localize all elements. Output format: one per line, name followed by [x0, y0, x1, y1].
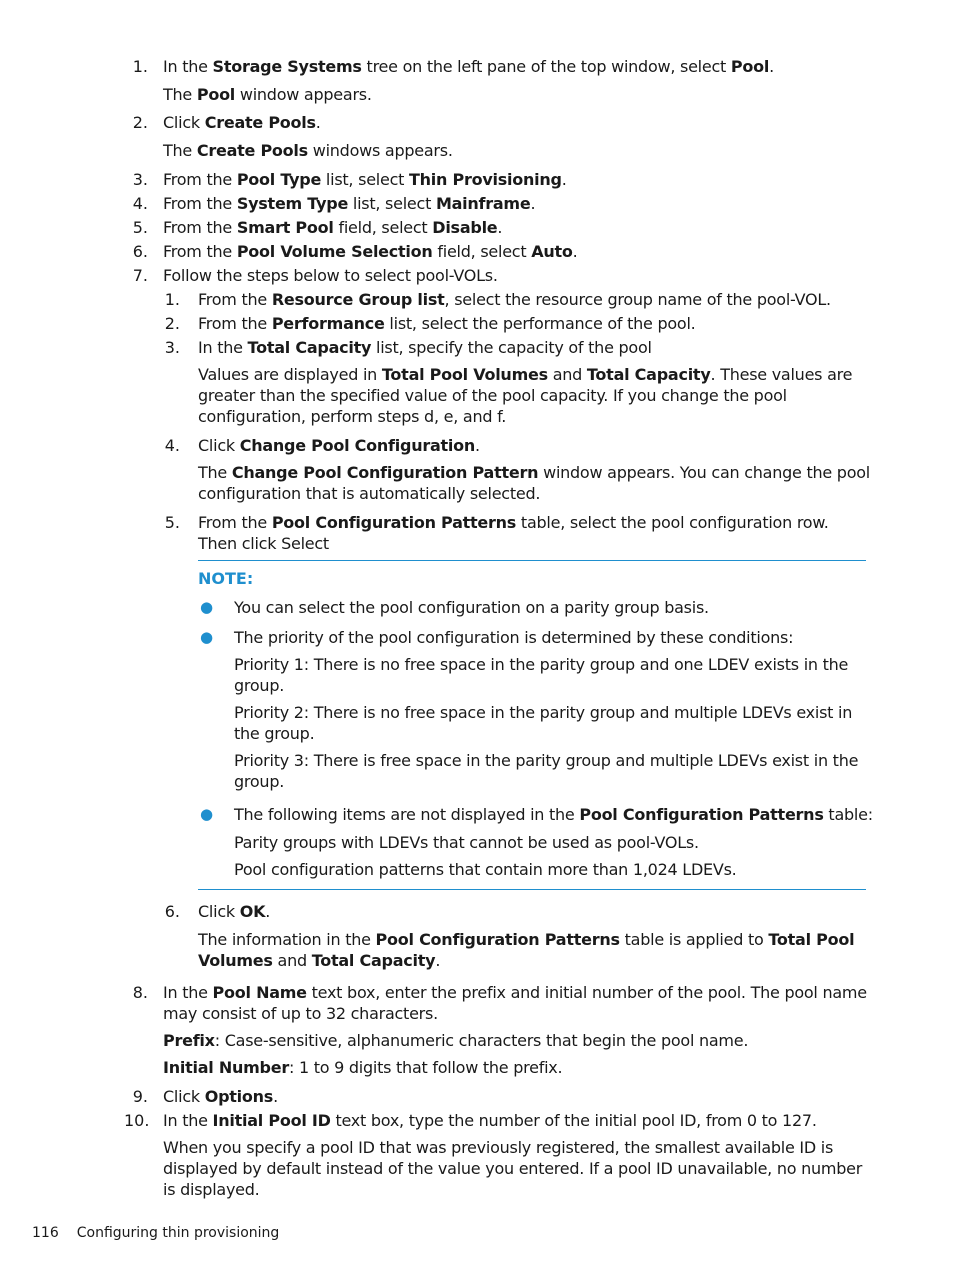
step-paragraph: Initial Number: 1 to 9 digits that follow the prefix. [163, 1058, 563, 1077]
step-number: 6. [132, 242, 148, 261]
step-text: In the Storage Systems tree on the left pane of the top window, select Pool. [163, 57, 774, 76]
substep-number: 4. [164, 436, 180, 455]
note-top-rule [198, 560, 866, 561]
note-bullet-text: The following items are not displayed in the Pool Configuration Patterns table: [234, 805, 873, 824]
substep-text: From the Pool Configuration Patterns table, select the pool configuration row. Then click Select [198, 513, 829, 553]
note-bottom-rule [198, 889, 866, 890]
substep-paragraph: The Change Pool Configuration Pattern window appears. You can change the pool configuration that is automatically selected. [198, 463, 870, 503]
excluded-item: Parity groups with LDEVs that cannot be used as pool-VOLs. [234, 833, 699, 852]
step-paragraph: When you specify a pool ID that was previously registered, the smallest available ID is displayed by default instead of the value you entered. If a pool ID unavailable, no number is displayed. [163, 1138, 863, 1199]
step-text: From the System Type list, select Mainframe. [163, 194, 536, 213]
footer [32, 1223, 279, 1244]
step-number: 2. [132, 113, 148, 132]
substep-number: 3. [164, 338, 180, 357]
step-number: 7. [132, 266, 148, 285]
step-text: In the Initial Pool ID text box, type the number of the initial pool ID, from 0 to 127. [163, 1111, 817, 1130]
step-number: 3. [132, 170, 148, 189]
substep-paragraph: Values are displayed in Total Pool Volumes and Total Capacity. These values are greater than the specified value of the pool capacity. If you change the pool configuration, perform steps d, e, and f. [198, 365, 853, 426]
note-bullet-text: The priority of the pool configuration is determined by these conditions: [234, 628, 794, 647]
page-number: 116 [32, 1225, 59, 1241]
substep-text: Click Change Pool Configuration. [198, 436, 480, 455]
bullet-icon: ● [200, 598, 214, 616]
step-number: 10. [124, 1111, 150, 1130]
priority-text: Priority 2: There is no free space in the parity group and multiple LDEVs exist in the group. [234, 703, 853, 743]
step-text: Click Create Pools. [163, 113, 321, 132]
step-text: From the Smart Pool field, select Disable. [163, 218, 503, 237]
note-bullet-text: You can select the pool configuration on a parity group basis. [234, 598, 709, 617]
bullet-icon: ● [200, 805, 214, 823]
step-result: The Pool window appears. [163, 85, 372, 104]
step-number: 9. [132, 1087, 148, 1106]
step-text: From the Pool Type list, select Thin Provisioning. [163, 170, 567, 189]
step-text: From the Pool Volume Selection field, select Auto. [163, 242, 578, 261]
substep-number: 2. [164, 314, 180, 333]
step-number: 4. [132, 194, 148, 213]
substep-text: In the Total Capacity list, specify the capacity of the pool [198, 338, 652, 357]
substep-text: From the Resource Group list, select the resource group name of the pool-VOL. [198, 290, 831, 309]
substep-number: 6. [164, 902, 180, 921]
excluded-item: Pool configuration patterns that contain more than 1,024 LDEVs. [234, 860, 737, 879]
step-paragraph: Prefix: Case-sensitive, alphanumeric characters that begin the pool name. [163, 1031, 749, 1050]
substep-paragraph: The information in the Pool Configuration Patterns table is applied to Total Pool Volumes and Total Capacity. [198, 930, 855, 970]
priority-text: Priority 1: There is no free space in the parity group and one LDEV exists in the group. [234, 655, 849, 695]
step-text: Follow the steps below to select pool-VOLs. [163, 266, 498, 285]
step-number: 1. [132, 57, 148, 76]
substep-text: Click OK. [198, 902, 271, 921]
substep-number: 1. [164, 290, 180, 309]
step-text: Click Options. [163, 1087, 278, 1106]
substep-number: 5. [164, 513, 180, 532]
note-label: NOTE: [198, 569, 254, 588]
step-number: 5. [132, 218, 148, 237]
step-result: The Create Pools windows appears. [163, 141, 453, 160]
priority-text: Priority 3: There is free space in the parity group and multiple LDEVs exist in the group. [234, 751, 859, 791]
substep-text: From the Performance list, select the performance of the pool. [198, 314, 696, 333]
step-text: In the Pool Name text box, enter the prefix and initial number of the pool. The pool name may consist of up to 32 characters. [163, 983, 867, 1023]
bullet-icon: ● [200, 628, 214, 646]
step-number: 8. [132, 983, 148, 1002]
chapter-title: Configuring thin provisioning [76, 1225, 280, 1241]
